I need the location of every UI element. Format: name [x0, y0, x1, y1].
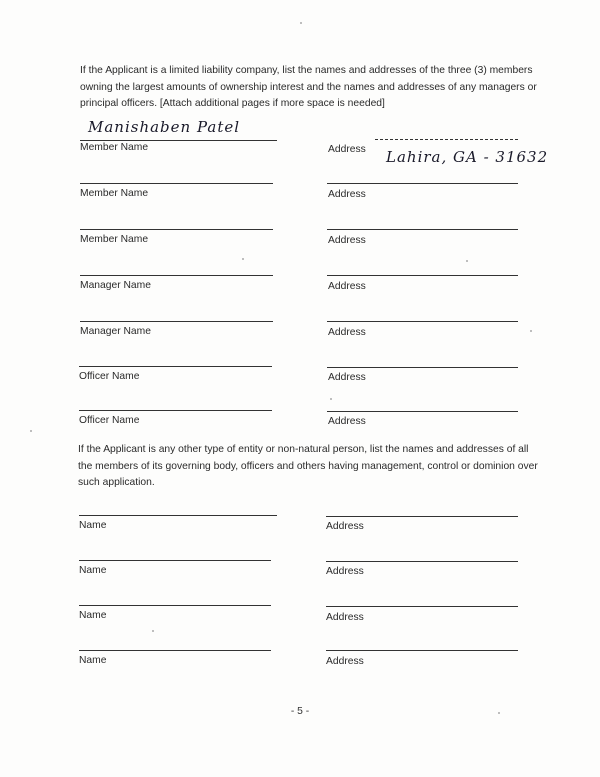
manager-name-line[interactable]: [80, 275, 273, 276]
member-name-line[interactable]: [80, 229, 273, 230]
member-name-line[interactable]: [80, 183, 273, 184]
officer-name-label: Officer Name: [79, 415, 140, 426]
address-label: Address: [328, 281, 366, 292]
address-line[interactable]: [327, 229, 518, 230]
address-line[interactable]: [326, 516, 518, 517]
page-number: - 5 -: [290, 706, 310, 717]
scan-speck: [152, 630, 154, 632]
scan-speck: [498, 712, 500, 714]
address-label: Address: [328, 416, 366, 427]
name-line[interactable]: [79, 560, 271, 561]
officer-name-label: Officer Name: [79, 371, 140, 382]
member-name-label: Member Name: [80, 142, 149, 153]
manager-name-label: Manager Name: [80, 326, 151, 337]
address-label: Address: [328, 144, 366, 155]
name-label: Name: [79, 610, 107, 621]
address-line[interactable]: [375, 139, 518, 140]
address-line[interactable]: [327, 275, 518, 276]
name-label: Name: [79, 655, 107, 666]
address-label: Address: [326, 566, 364, 577]
address-label: Address: [328, 372, 366, 383]
address-label: Address: [326, 521, 364, 532]
address-line[interactable]: [326, 561, 518, 562]
member-name-line[interactable]: [80, 140, 277, 141]
officer-name-line[interactable]: [79, 366, 272, 367]
address-label: Address: [328, 189, 366, 200]
scan-speck: [300, 22, 302, 24]
name-line[interactable]: [79, 515, 277, 516]
address-label: Address: [326, 656, 364, 667]
address-line[interactable]: [327, 321, 518, 322]
handwritten-member-name: Manishaben Patel: [88, 118, 241, 136]
address-label: Address: [328, 235, 366, 246]
name-line[interactable]: [79, 605, 271, 606]
member-name-label: Member Name: [80, 234, 149, 245]
scan-speck: [30, 430, 32, 432]
address-line[interactable]: [327, 183, 518, 184]
manager-name-line[interactable]: [80, 321, 273, 322]
scan-speck: [242, 258, 244, 260]
name-label: Name: [79, 565, 107, 576]
address-line[interactable]: [326, 606, 518, 607]
address-label: Address: [328, 327, 366, 338]
handwritten-address: Lahira, GA - 31632: [386, 148, 549, 166]
name-label: Name: [79, 520, 107, 531]
address-label: Address: [326, 612, 364, 623]
officer-name-line[interactable]: [79, 410, 272, 411]
scan-speck: [466, 260, 468, 262]
manager-name-label: Manager Name: [80, 280, 151, 291]
other-entity-instructions: If the Applicant is any other type of entity or non-natural person, list the names and addresses of all the members of its governing body, officers and others having management, control or dominion over such application.: [78, 444, 538, 488]
member-name-label: Member Name: [80, 188, 149, 199]
scan-speck: [530, 330, 532, 332]
scan-speck: [330, 398, 332, 400]
address-line[interactable]: [327, 367, 518, 368]
address-line[interactable]: [327, 411, 518, 412]
name-line[interactable]: [79, 650, 271, 651]
address-line[interactable]: [326, 650, 518, 651]
llc-instructions: If the Applicant is a limited liability company, list the names and addresses of the three (3) members owning the largest amounts of ownership interest and the names and addresses of any managers or principal officers. [Attach additional pages if more space is needed]: [80, 65, 537, 109]
